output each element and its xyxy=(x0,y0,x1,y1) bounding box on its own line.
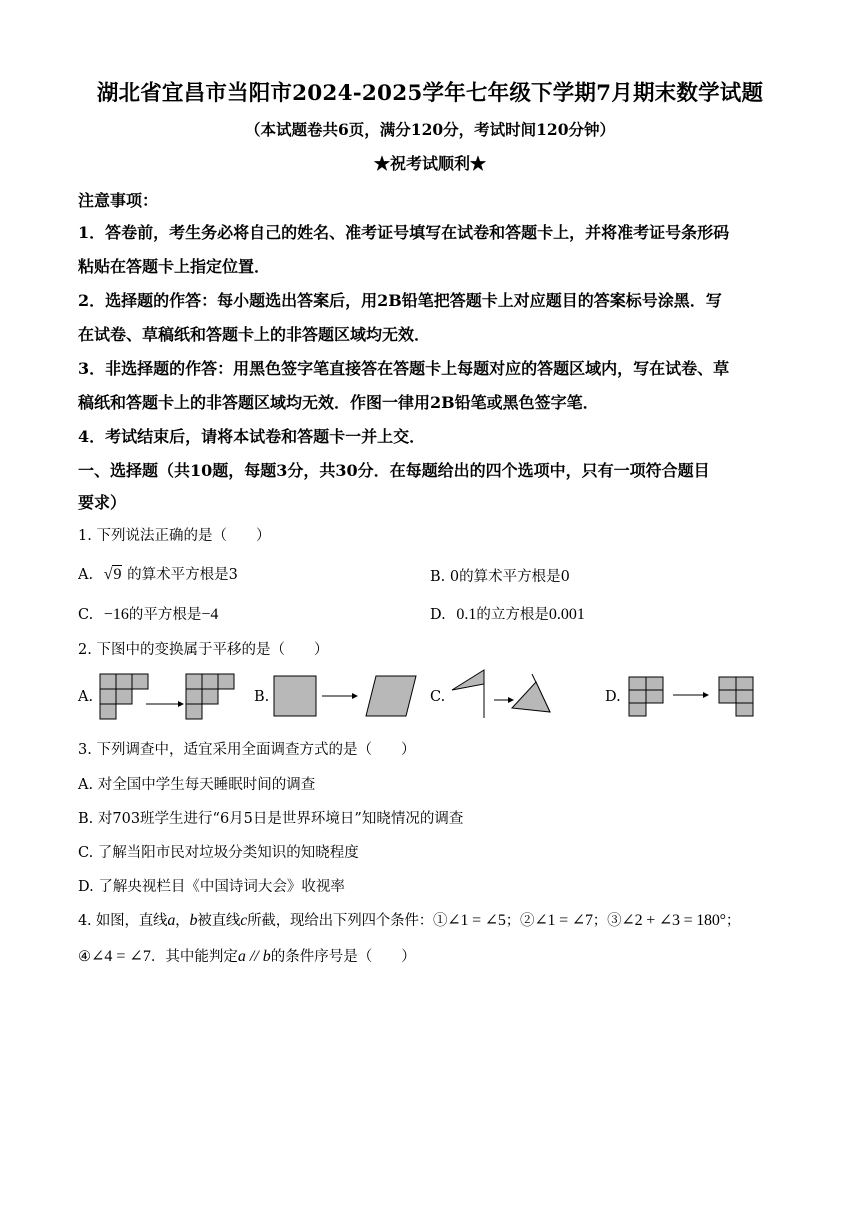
radicand: 9 xyxy=(113,566,122,583)
q4-text: ， xyxy=(175,913,190,929)
var-a: a xyxy=(167,912,176,929)
q4-text: ④ xyxy=(78,949,91,965)
condition-1: ∠1 = ∠5 xyxy=(447,912,506,929)
section-heading: 一、选择题（共10题，每题3分，共30分．在每题给出的四个选项中，只有一项符合题目 xyxy=(78,461,710,480)
q4-text: ．其中能判定 xyxy=(150,949,238,965)
sqrt-expression xyxy=(104,566,123,583)
q2-figure-a xyxy=(98,672,238,722)
radical-icon: √ xyxy=(103,566,113,583)
option-text: 的平方根是 xyxy=(128,607,202,623)
q4-text: 被直线 xyxy=(197,913,241,929)
notice-line: 稿纸和答题卡上的非答题区域均无效．作图一律用2B铅笔或黑色签字笔． xyxy=(78,393,599,412)
q4-text: ；② xyxy=(505,913,535,929)
q4-text: ；③ xyxy=(592,913,622,929)
q2-label-a: A. xyxy=(78,689,94,705)
section-heading-cont: 要求） xyxy=(78,493,127,512)
option-text: 的算术平方根是3 xyxy=(127,567,238,583)
q2-figure-c xyxy=(448,668,558,722)
q2-label-c: C. xyxy=(430,689,446,705)
q3-option-c: C. 了解当阳市民对垃圾分类知识的知晓程度 xyxy=(78,845,359,861)
question-1-stem: 1. 下列说法正确的是（ ） xyxy=(78,528,271,544)
question-4-stem-line2 xyxy=(78,945,416,966)
page-title: 湖北省宜昌市当阳市2024-2025学年七年级下学期7月期末数学试题 xyxy=(96,81,764,106)
option-text: 的立方根是 xyxy=(476,607,549,623)
notice-line: 在试卷、草稿纸和答题卡上的非答题区域均无效． xyxy=(78,325,431,344)
option-label: D. xyxy=(430,607,446,623)
q3-option-b: B. 对703班学生进行“6月5日是世界环境日”知晓情况的调查 xyxy=(78,811,464,827)
q3-option-a: A. 对全国中学生每天睡眠时间的调查 xyxy=(78,777,316,793)
q2-label-d: D. xyxy=(605,689,621,705)
exam-info: （本试题卷共6页，满分120分，考试时间120分钟） xyxy=(245,120,615,139)
notice-line: 3．非选择题的作答：用黑色签字笔直接答在答题卡上每题对应的答题区域内，写在试卷、草 xyxy=(78,359,730,378)
q1-option-a xyxy=(78,563,238,584)
condition-3: ∠2 + ∠3 = 180° xyxy=(621,912,726,929)
q2-figure-d xyxy=(627,675,759,719)
q4-text: 4. 如图，直线 xyxy=(78,913,168,929)
condition-2: ∠1 = ∠7 xyxy=(534,912,593,929)
parallel-expression: a // b xyxy=(237,948,271,965)
notice-line: 2．选择题的作答：每小题选出答案后，用2B铅笔把答题卡上对应题目的答案标号涂黑．写 xyxy=(78,291,722,310)
question-2-stem: 2. 下图中的变换属于平移的是（ ） xyxy=(78,642,329,658)
math-value: −16 xyxy=(103,606,129,623)
option-label: A. xyxy=(78,567,94,583)
option-label: C. xyxy=(78,607,94,623)
q2-label-b: B. xyxy=(254,689,270,705)
var-c: c xyxy=(240,912,248,929)
q1-option-b: B. 0的算术平方根是0 xyxy=(430,569,570,585)
slogan: ★祝考试顺利★ xyxy=(373,154,486,173)
notice-heading: 注意事项： xyxy=(78,191,159,210)
math-value: 0.001 xyxy=(548,606,585,623)
math-value: −4 xyxy=(201,606,219,623)
q1-option-c xyxy=(78,603,218,624)
q2-figure-b xyxy=(272,674,422,718)
notice-line: 粘贴在答题卡上指定位置． xyxy=(78,257,271,276)
q3-option-d: D. 了解央视栏目《中国诗词大会》收视率 xyxy=(78,879,345,895)
notice-line: 1．答卷前，考生务必将自己的姓名、准考证号填写在试卷和答题卡上，并将准考证号条形码 xyxy=(78,223,730,242)
q4-text: ； xyxy=(725,913,741,929)
condition-4: ∠4 = ∠7 xyxy=(91,948,151,965)
notice-line: 4．考试结束后，请将本试卷和答题卡一并上交． xyxy=(78,427,426,446)
question-4-stem-line1 xyxy=(78,909,740,930)
q4-text: 所截，现给出下列四个条件：① xyxy=(247,913,448,929)
q1-option-d xyxy=(430,603,585,624)
var-b: b xyxy=(189,912,198,929)
q4-text: 的条件序号是（ ） xyxy=(270,949,416,965)
question-3-stem: 3. 下列调查中，适宜采用全面调查方式的是（ ） xyxy=(78,742,416,758)
math-value: 0.1 xyxy=(456,606,477,623)
